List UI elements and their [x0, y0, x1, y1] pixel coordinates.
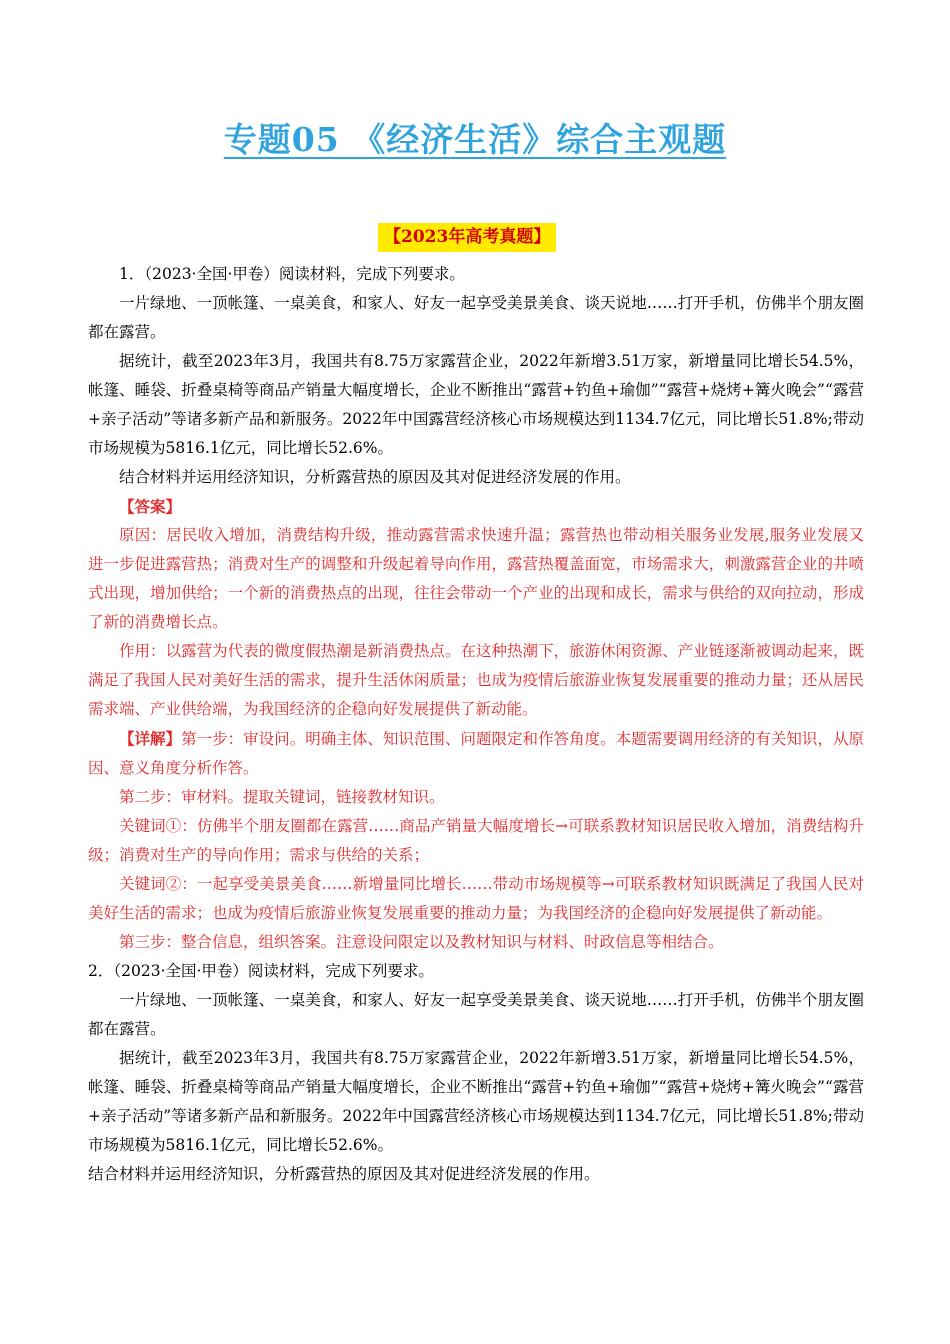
- answer-effect: 作用：以露营为代表的微度假热潮是新消费热点。在这种热潮下，旅游休闲资源、产业链逐渐被调动起来，既满足了我国人民对美好生活的需求，提升生活休闲质量；也成为疫情后旅游业恢复发展重要的推动力量；还从居民需求端、产业供给端，为我国经济的企稳向好发展提供了新动能。: [88, 642, 864, 718]
- question-1-material-2: 据统计，截至2023年3月，我国共有8.75万家露营企业，2022年新增3.51万家，新增量同比增长54.5%，帐篷、睡袋、折叠桌椅等商品产销量大幅度增长，企业不断推出“露营+钓鱼+瑜伽”“露营+烧烤+篝火晚会”“露营+亲子活动”等诸多新产品和新服务。2022年中国露营经济核心市场规模达到1134.7亿元，同比增长51.8%;带动市场规模为5816.1亿元，同比增长52.6%。: [88, 352, 864, 457]
- detail-label: 【详解】: [119, 729, 182, 748]
- page-title-text: 专题05 《经济生活》综合主观题: [223, 120, 727, 159]
- section-banner: 【2023年高考真题】: [378, 223, 556, 252]
- answer-label: 【答案】: [119, 497, 182, 516]
- detail-step-1-text: 第一步：审设问。明确主体、知识范围、问题限定和作答角度。本题需要调用经济的有关知识，从原因、意义角度分析作答。: [88, 730, 864, 777]
- detail-keyword-1: 关键词①：仿佛半个朋友圈都在露营……商品产销量大幅度增长→可联系教材知识居民收入增加，消费结构升级；消费对生产的导向作用；需求与供给的关系；: [88, 817, 864, 864]
- detail-keyword-2: 关键词②：一起享受美景美食……新增量同比增长……带动市场规模等→可联系教材知识既满足了我国人民对美好生活的需求；也成为疫情后旅游业恢复发展重要的推动力量；为我国经济的企稳向好发展提供了新动能。: [88, 875, 864, 922]
- question-2-requirement: 结合材料并运用经济知识，分析露营热的原因及其对促进经济发展的作用。: [88, 1165, 600, 1183]
- page-title: [0, 114, 950, 161]
- question-1-stem: 1．（2023·全国·甲卷）阅读材料，完成下列要求。: [119, 265, 465, 283]
- detail-step-3: 第三步：整合信息，组织答案。注意设问限定以及教材知识与材料、时政信息等相结合。: [119, 933, 724, 951]
- question-1-material-1: 一片绿地、一顶帐篷、一桌美食，和家人、好友一起享受美景美食、谈天说地……打开手机，仿佛半个朋友圈都在露营。: [88, 294, 864, 341]
- question-2-stem: 2．（2023·全国·甲卷）阅读材料，完成下列要求。: [88, 962, 434, 980]
- detail-step-2: 第二步：审材料。提取关键词，链接教材知识。: [119, 788, 445, 806]
- question-1-requirement: 结合材料并运用经济知识，分析露营热的原因及其对促进经济发展的作用。: [119, 468, 631, 486]
- answer-reason: 原因：居民收入增加，消费结构升级，推动露营需求快速升温；露营热也带动相关服务业发展,服务业发展又进一步促进露营热；消费对生产的调整和升级起着导向作用，露营热覆盖面宽，市场需求大，刺激露营企业的井喷式出现，增加供给；一个新的消费热点的出现，往往会带动一个产业的出现和成长，需求与供给的双向拉动，形成了新的消费增长点。: [88, 526, 864, 631]
- detail-step-1: [88, 724, 864, 783]
- question-2-material-1: 一片绿地、一顶帐篷、一桌美食，和家人、好友一起享受美景美食、谈天说地……打开手机，仿佛半个朋友圈都在露营。: [88, 991, 864, 1038]
- question-2-material-2: 据统计，截至2023年3月，我国共有8.75万家露营企业，2022年新增3.51万家，新增量同比增长54.5%，帐篷、睡袋、折叠桌椅等商品产销量大幅度增长，企业不断推出“露营+钓鱼+瑜伽”“露营+烧烤+篝火晚会”“露营+亲子活动”等诸多新产品和新服务。2022年中国露营经济核心市场规模达到1134.7亿元，同比增长51.8%;带动市场规模为5816.1亿元，同比增长52.6%。: [88, 1049, 864, 1154]
- document-body: [88, 260, 864, 1189]
